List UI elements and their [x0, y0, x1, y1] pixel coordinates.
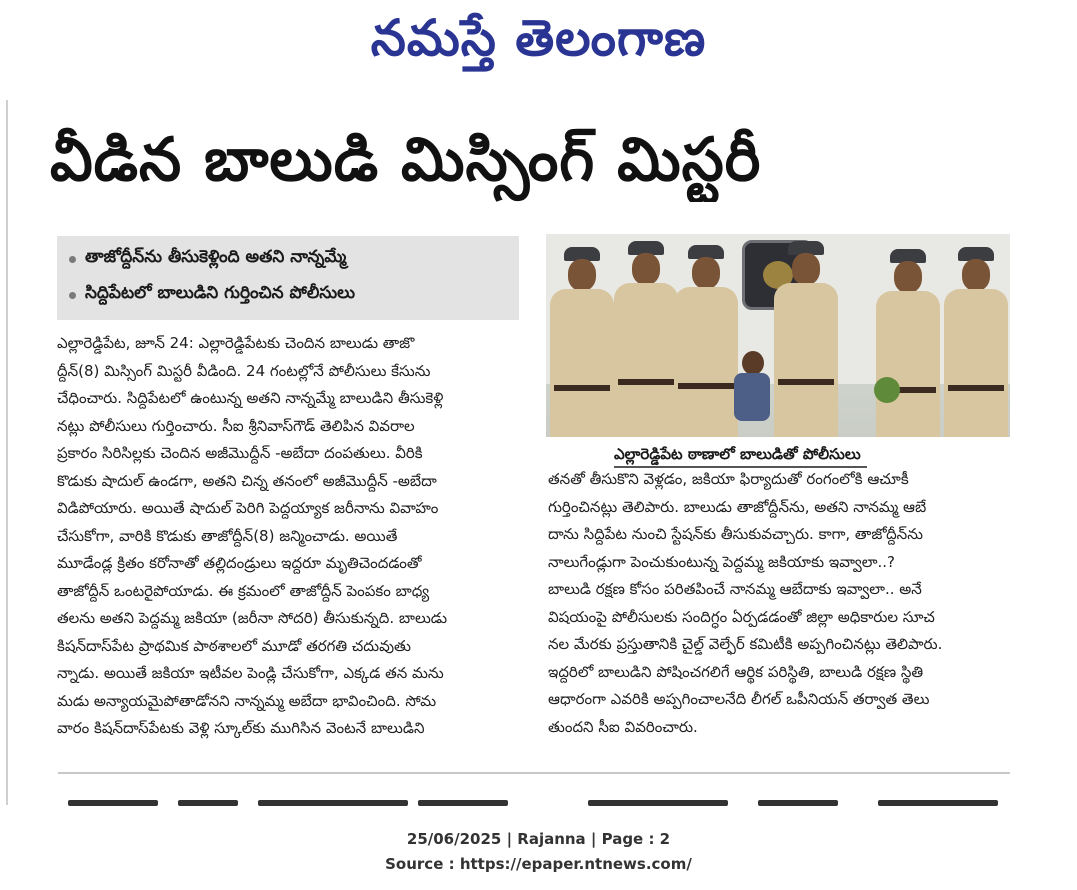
face-icon: [568, 259, 596, 291]
bullet-icon: [69, 292, 76, 299]
article-right-column: [548, 466, 1010, 741]
body-line: మడు అన్యాయమైపోతాడోనని నాన్నమ్మ అబేదా భావించింది. సోమ: [57, 691, 437, 710]
body-line: చేధించారు. సిద్దిపేటలో ఉంటున్న అతని నాన్నమ్మే బాలుడిని తీసుకెళ్లి: [57, 389, 444, 407]
officer-figure: [876, 249, 940, 437]
officer-figure: [674, 245, 738, 437]
body-line: నట్లు పోలీసులు గుర్తించారు. సీఐ శ్రీనివాస్‌గౌడ్ తెలిపిన వివరాల: [57, 416, 415, 435]
footer-source: Source : https://epaper.ntnews.com/: [385, 855, 692, 873]
officer-figure: [774, 241, 838, 437]
body-line: కిషన్‌దాస్‌పేట ప్రాథమిక పాఠశాలలో మూడో తరగతి చదువుతు: [57, 636, 411, 655]
body-line: కొడుకు షాదుల్ ఉండగా, అతని చిన్న తనంలో అజీమొద్దీన్ -అబేదా: [57, 471, 437, 490]
section-divider: [58, 772, 1010, 774]
belt-shape: [948, 385, 1004, 391]
belt-shape: [778, 379, 834, 385]
boy-shirt-shape: [734, 373, 770, 421]
face-icon: [632, 253, 660, 285]
cropped-text-fragment: [418, 800, 508, 806]
officer-figure: [944, 247, 1008, 437]
boy-figure: [732, 351, 772, 421]
cropped-text-fragment: [588, 800, 728, 806]
cropped-text-fragment: [878, 800, 998, 806]
news-photo: [546, 234, 1010, 437]
body-line: ఆధారంగా ఎవరికి అప్పగించాలనేది లీగల్ ఒపీనియన్ తర్వాత తెలు: [548, 690, 930, 708]
body-line: తాజోద్దీన్ ఒంటరైపోయాడు. ఈ క్రమంలో తాజోద్దీన్ పెంపకం బాధ్య: [57, 581, 430, 600]
highlight-item: [57, 280, 519, 310]
face-icon: [692, 257, 720, 289]
body-line: ప్రకారం సిరిసిల్లకు చెందిన అజీమొద్దీన్ -అబేదా దంపతులు. వీరికి: [57, 444, 423, 462]
body-line: వారం కిషన్‌దాస్‌పేటకు వెళ్లి స్కూల్‌కు ముగిసిన వెంటనే బాలుడిని: [57, 719, 425, 737]
body-line: విడిపోయారు. అయితే షాదుల్ పెరిగి పెద్దయ్యాక జరీనాను వివాహం: [57, 499, 439, 517]
uniform-shape: [774, 283, 838, 437]
plant-icon: [874, 377, 900, 403]
belt-shape: [618, 379, 674, 385]
body-line: నాలుగేండ్లుగా పెంచుకుంటున్న పెద్దమ్మ జకియాకు ఇవ్వాలా..?: [548, 552, 895, 571]
cropped-text-fragment: [68, 800, 158, 806]
body-line: మూడేండ్ల క్రితం కరోనాతో తల్లిదండ్రులు ఇద్దరూ మృతిచెందడంతో: [57, 554, 422, 572]
body-line: బాలుడి రక్షణ కోసం పరితపించే నానమ్మ ఆబేదాకు ఇవ్వాలా.. అనే: [548, 580, 922, 598]
cropped-text-fragment: [258, 800, 408, 806]
officer-figure: [614, 241, 678, 437]
body-line: న్నాడు. అయితే జకియా ఇటీవల పెండ్లి చేసుకోగా, ఎక్కడ తన మను: [57, 664, 444, 682]
uniform-shape: [614, 283, 678, 437]
cropped-next-article-edge: [58, 800, 1010, 808]
face-icon: [962, 259, 990, 291]
page-footer: [0, 827, 1077, 877]
body-line: విషయంపై పోలీసులకు సందిగ్ధం ఏర్పడడంతో జిల్లా అధికారుల సూచ: [548, 607, 935, 626]
body-line: తుందని సీఐ వివరించారు.: [548, 717, 698, 736]
officer-figure: [550, 247, 614, 437]
masthead-logo: నమస్తే తెలంగాణ: [370, 8, 707, 67]
body-line: తనతో తీసుకొని వెళ్లడం, జకియా ఫిర్యాదుతో రంగంలోకి ఆచూకీ: [548, 470, 909, 488]
belt-shape: [554, 385, 610, 391]
uniform-shape: [876, 291, 940, 437]
body-line: నల మేరకు ప్రస్తుతానికి చైల్డ్ వెల్ఫేర్ కమిటీకి అప్పగించినట్లు తెలిపారు.: [548, 635, 943, 653]
footer-edition-info: 25/06/2025 | Rajanna | Page : 2: [406, 830, 671, 848]
highlight-text: సిద్దిపేటలో బాలుడిని గుర్తించిన పోలీసులు: [85, 283, 356, 303]
highlight-item: [57, 244, 519, 274]
cropped-text-fragment: [178, 800, 238, 806]
uniform-shape: [674, 287, 738, 437]
belt-shape: [678, 383, 734, 389]
face-icon: [792, 253, 820, 285]
uniform-shape: [550, 289, 614, 437]
page-edge-rule: [6, 100, 8, 805]
highlight-text: తాజోద్దీన్‌ను తీసుకెళ్లింది అతని నాన్నమ్మే: [85, 247, 347, 267]
cropped-text-fragment: [758, 800, 838, 806]
body-line: ద్దీన్(8) మిస్సింగ్ మిస్టరీ వీడింది. 24 గంటల్లోనే పోలీసులు కేసును: [57, 361, 431, 380]
body-line: దాను సిద్దిపేట నుంచి స్టేషన్‌కు తీసుకువచ్చారు. కాగా, తాజోద్దీన్‌ను: [548, 525, 923, 543]
face-icon: [894, 261, 922, 293]
article-left-column: [57, 330, 519, 743]
article-headline: వీడిన బాలుడి మిస్సింగ్ మిస్టరీ: [50, 125, 762, 195]
body-line: ఇద్దరిలో బాలుడిని పోషించగలిగే ఆర్థిక పరిస్థితి, బాలుడి రక్షణ స్థితి: [548, 662, 924, 681]
bullet-icon: [69, 256, 76, 263]
body-line: తలను అతని పెద్దమ్మ జకియా (జరీనా సోదరి) తీసుకున్నది. బాలుడు: [57, 609, 448, 627]
highlights-box: [57, 236, 519, 320]
body-line: చేసుకోగా, వారికి కొడుకు తాజోద్దీన్(8) జన్మించాడు. అయితే: [57, 526, 398, 545]
photo-caption: ఎల్లారెడ్డిపేట ఠాణాలో బాలుడితో పోలీసులు: [614, 442, 867, 468]
boy-face-icon: [742, 351, 764, 375]
uniform-shape: [944, 289, 1008, 437]
body-line: గుర్తించినట్లు తెలిపారు. బాలుడు తాజోద్దీన్‌ను, అతని నానమ్మ ఆబే: [548, 497, 927, 516]
body-line: ఎల్లారెడ్డిపేట, జూన్ 24: ఎల్లారెడ్డిపేటకు చెందిన బాలుడు తాజొ: [57, 334, 415, 352]
